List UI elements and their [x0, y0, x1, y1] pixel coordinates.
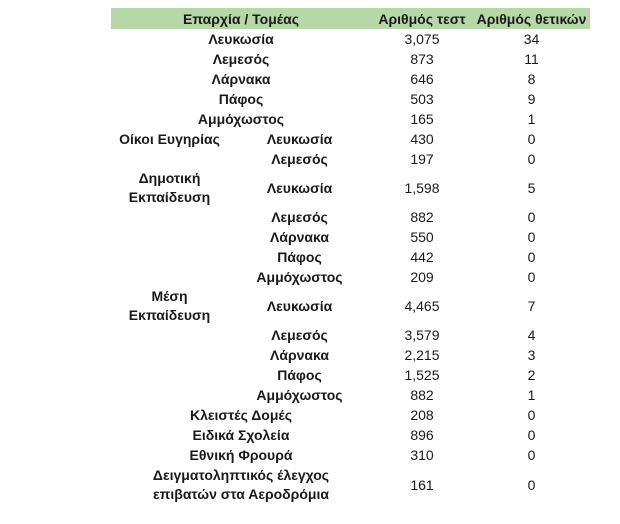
region-cell: Εθνική Φρουρά [189, 447, 293, 463]
positives-cell: 8 [527, 71, 536, 87]
region-cell: Πάφος [277, 249, 322, 265]
table-row [111, 227, 590, 247]
positives-cell: 0 [527, 229, 536, 245]
table-row [111, 385, 590, 405]
positives-cell: 0 [527, 209, 536, 225]
header-region: Επαρχία / Τομέας [183, 10, 299, 27]
tests-cell: 4,465 [404, 298, 440, 314]
positives-cell: 1 [527, 387, 536, 403]
region-cell: Λευκωσία [208, 31, 274, 47]
group-cell: Μέση Εκπαίδευση [128, 288, 211, 323]
table-row [111, 89, 590, 109]
positives-cell: 0 [527, 427, 536, 443]
tests-cell: 208 [410, 407, 434, 423]
table-row [111, 29, 590, 49]
tests-cell: 3,579 [404, 327, 440, 343]
region-cell: Λευκωσία [266, 298, 333, 314]
positives-cell: 3 [527, 347, 536, 363]
group-cell: Οίκοι Ευγηρίας [119, 130, 220, 147]
region-cell: Αμμόχωστος [256, 387, 343, 403]
tests-cell: 310 [410, 447, 434, 463]
group-cell: Δημοτική Εκπαίδευση [128, 170, 211, 205]
positives-cell: 0 [527, 249, 536, 265]
table-row [111, 207, 590, 227]
table-row [111, 287, 590, 325]
table-row [111, 445, 590, 465]
region-cell: Λευκωσία [266, 131, 333, 147]
positives-cell: 34 [523, 31, 540, 47]
region-cell: Λεμεσός [271, 151, 328, 167]
region-cell: Λευκωσία [266, 180, 333, 196]
tests-cell: 2,215 [404, 347, 440, 363]
tests-cell: 882 [410, 209, 434, 225]
table-row [111, 465, 590, 505]
testing-table [111, 8, 590, 505]
header-tests: Αριθμός τεστ [378, 10, 466, 27]
table-row [111, 109, 590, 129]
table-row [111, 345, 590, 365]
region-cell: Αμμόχωστος [197, 111, 285, 127]
table-row [111, 267, 590, 287]
tests-cell: 1,598 [404, 180, 440, 196]
tests-cell: 430 [410, 131, 434, 147]
positives-cell: 2 [527, 367, 536, 383]
tests-cell: 442 [410, 249, 434, 265]
table-row [111, 405, 590, 425]
positives-cell: 0 [527, 151, 536, 167]
tests-cell: 161 [410, 477, 434, 493]
header-positives: Αριθμός θετικών [476, 10, 587, 27]
region-cell: Ειδικά Σχολεία [192, 427, 290, 443]
tests-cell: 896 [410, 427, 434, 443]
region-cell: Κλειστές Δομές [190, 407, 292, 423]
positives-cell: 4 [527, 327, 536, 343]
region-cell: Δειγματοληπτικός έλεγχος επιβατών στα Αεροδρόμια [152, 467, 330, 502]
positives-cell: 5 [527, 180, 536, 196]
positives-cell: 0 [527, 407, 536, 423]
positives-cell: 0 [527, 447, 536, 463]
positives-cell: 0 [527, 477, 536, 493]
region-cell: Πάφος [277, 367, 322, 383]
table-row [111, 49, 590, 69]
region-cell: Λεμεσός [271, 327, 328, 343]
table-header [111, 8, 590, 29]
positives-cell: 9 [527, 91, 536, 107]
positives-cell: 1 [527, 111, 536, 127]
table-row [111, 149, 590, 169]
tests-cell: 197 [410, 151, 434, 167]
region-cell: Αμμόχωστος [256, 269, 343, 285]
tests-cell: 209 [410, 269, 434, 285]
positives-cell: 0 [527, 131, 536, 147]
table-row [111, 129, 590, 149]
tests-cell: 503 [410, 91, 434, 107]
region-cell: Λάρνακα [270, 229, 329, 245]
tests-cell: 550 [410, 229, 434, 245]
table-row [111, 247, 590, 267]
positives-cell: 11 [524, 51, 539, 67]
tests-cell: 165 [410, 111, 434, 127]
positives-cell: 7 [527, 298, 536, 314]
tests-cell: 882 [410, 387, 434, 403]
table-row [111, 425, 590, 445]
table-row [111, 169, 590, 207]
region-cell: Λάρνακα [270, 347, 329, 363]
tests-cell: 3,075 [404, 31, 440, 47]
table-row [111, 325, 590, 345]
positives-cell: 0 [527, 269, 536, 285]
tests-cell: 646 [410, 71, 434, 87]
table-row [111, 69, 590, 89]
region-cell: Λεμεσός [271, 209, 328, 225]
tests-cell: 1,525 [404, 367, 440, 383]
region-cell: Λάρνακα [211, 71, 271, 87]
tests-cell: 873 [410, 51, 434, 67]
region-cell: Λεμεσός [212, 51, 270, 67]
table-row [111, 365, 590, 385]
region-cell: Πάφος [218, 91, 264, 107]
